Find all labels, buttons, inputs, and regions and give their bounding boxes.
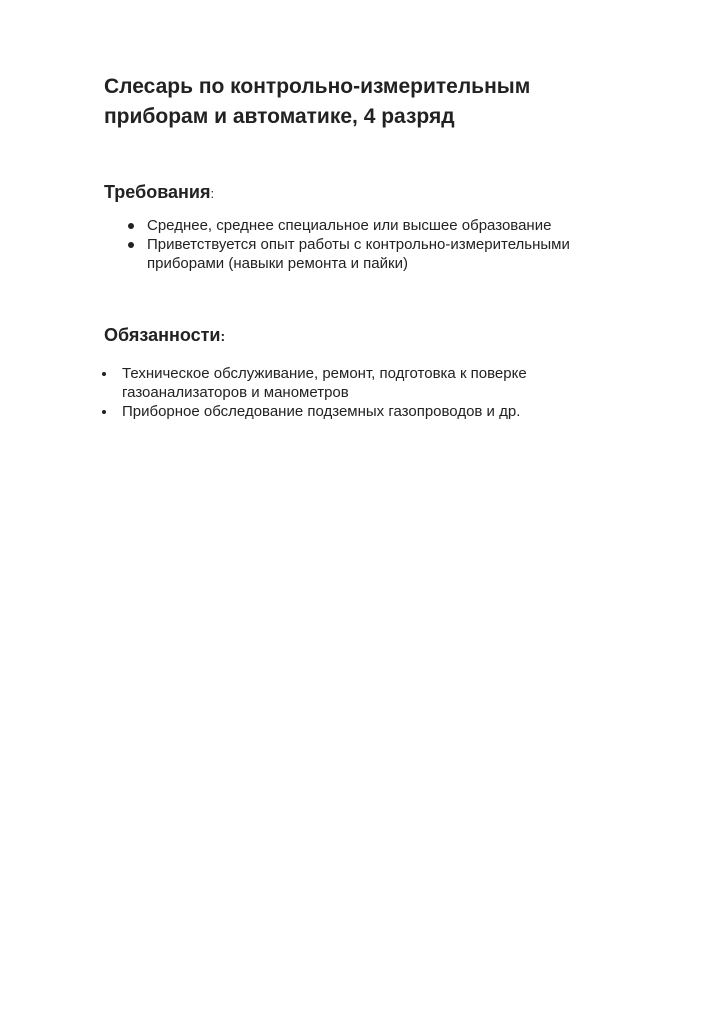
duties-list <box>122 364 622 421</box>
document-title: Слесарь по контрольно-измерительным приборам и автоматике, 4 разряд <box>104 75 531 128</box>
bullet-icon <box>128 223 134 229</box>
requirements-heading-text: Требования <box>104 182 211 202</box>
duties-heading-text: Обязанности <box>104 325 221 345</box>
bullet-icon <box>128 242 134 248</box>
duties-list-item <box>122 402 622 421</box>
bullet-icon <box>102 372 106 376</box>
requirements-heading-colon: : <box>210 186 215 201</box>
duties-heading <box>104 323 225 348</box>
duties-item-text: Приборное обследование подземных газопроводов и др. <box>122 403 521 420</box>
duties-list-item <box>122 364 622 402</box>
requirements-list-item <box>147 235 647 273</box>
requirements-list <box>147 216 647 273</box>
requirements-item-text: Среднее, среднее специальное или высшее образование <box>147 217 552 234</box>
requirements-item-text: Приветствуется опыт работы с контрольно-измерительными приборами (навыки ремонта и пайки) <box>147 236 570 272</box>
duties-heading-colon: : <box>220 328 226 344</box>
duties-item-text: Техническое обслуживание, ремонт, подготовка к поверке газоанализаторов и манометров <box>122 365 527 401</box>
requirements-list-item <box>147 216 647 235</box>
bullet-icon <box>102 410 106 414</box>
requirements-heading <box>104 180 214 206</box>
